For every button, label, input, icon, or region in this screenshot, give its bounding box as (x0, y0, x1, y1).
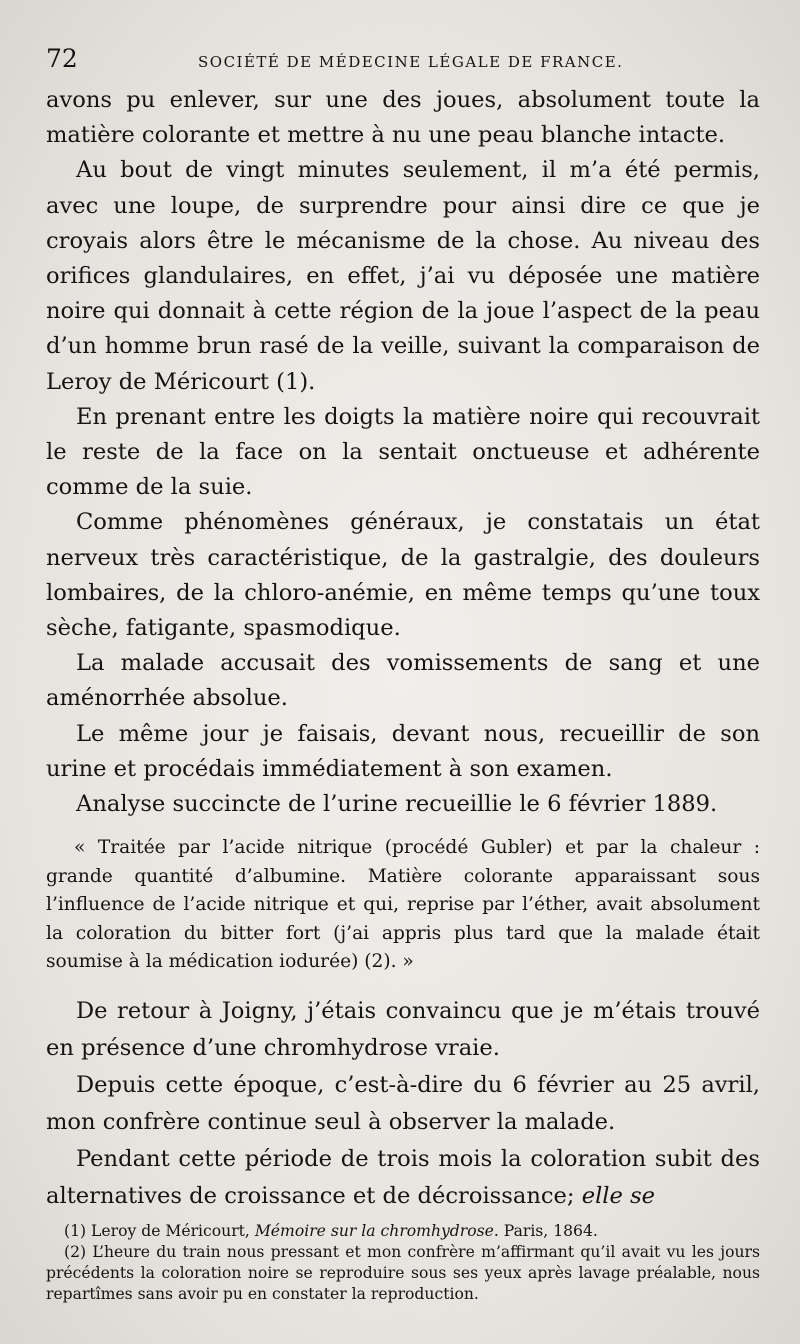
footnote-1-title: Mémoire sur la chromhydrose (254, 1221, 494, 1240)
paragraph: Le même jour je faisais, devant nous, recueillir de son urine et procédais immédiatement à son examen. (46, 720, 760, 782)
footnote-1-suffix: . Paris, 1864. (493, 1221, 598, 1240)
quote-text: « Traitée par l’acide nitrique (procédé Gubler) et par la chaleur : grande quantité d’albumine. Matière colorante apparaissant sous l’influence de l’acide nitrique et qui, reprise par l’éther, avait absolument la coloration du bitter fort (j’ai appris plus tard que la malade était soumise à la médication iodurée) (2). » (46, 837, 760, 973)
paragraph: Comme phénomènes généraux, je constatais un état nerveux très caractéristique, de la gastralgie, des douleurs lombaires, de la chloro-anémie, en même temps qu’une toux sèche, fatigante, spasmodique. (46, 509, 760, 642)
paragraph: Analyse succincte de l’urine recueillie le 6 février 1889. (76, 791, 718, 818)
footnote-2: (2) L’heure du train nous pressant et mon confrère m’affirmant qu’il avait vu les jours précédents la coloration noire se reproduire sous ses yeux après lavage préalable, nous repartîmes sans avoir pu en constater la reproduction. (46, 1242, 760, 1303)
main-text (46, 83, 760, 822)
footnotes (46, 1221, 760, 1305)
running-title: SOCIÉTÉ DE MÉDECINE LÉGALE DE FRANCE. (198, 53, 624, 71)
paragraph: Au bout de vingt minutes seulement, il m’a été permis, avec une loupe, de surprendre pour ainsi dire ce que je croyais alors être le mécanisme de la chose. Au niveau des orifices glandulaires, en effet, j’ai vu déposée une matière noire qui donnait à cette région de la joue l’aspect de la peau d’un homme brun rasé de la veille, suivant la comparaison de Leroy de Méricourt (1). (46, 157, 760, 395)
paragraph: Depuis cette époque, c’est-à-dire du 6 février au 25 avril, mon confrère continue seul à observer la malade. (46, 1071, 760, 1135)
main-text-continued (46, 993, 760, 1215)
paragraph: Pendant cette période de trois mois la coloration subit des alternatives de croissance et de décroissance; elle se (46, 1145, 760, 1209)
paragraph: La malade accusait des vomissements de sang et une aménorrhée absolue. (46, 650, 760, 712)
paragraph: En prenant entre les doigts la matière noire qui recouvrait le reste de la face on la sentait onctueuse et adhérente comme de la suie. (46, 403, 760, 501)
paragraph: De retour à Joigny, j’étais convaincu que je m’étais trouvé en présence d’une chromhydrose vraie. (46, 997, 760, 1061)
analysis-quote (46, 834, 760, 977)
paragraph: avons pu enlever, sur une des joues, absolument toute la matière colorante et mettre à nu une peau blanche intacte. (46, 87, 760, 149)
page-header (46, 44, 760, 73)
footnote-1-prefix: (1) Leroy de Méricourt, (64, 1221, 255, 1240)
footnote-1 (46, 1221, 760, 1242)
italic-run: elle se (581, 1182, 656, 1209)
page-number: 72 (46, 44, 78, 73)
